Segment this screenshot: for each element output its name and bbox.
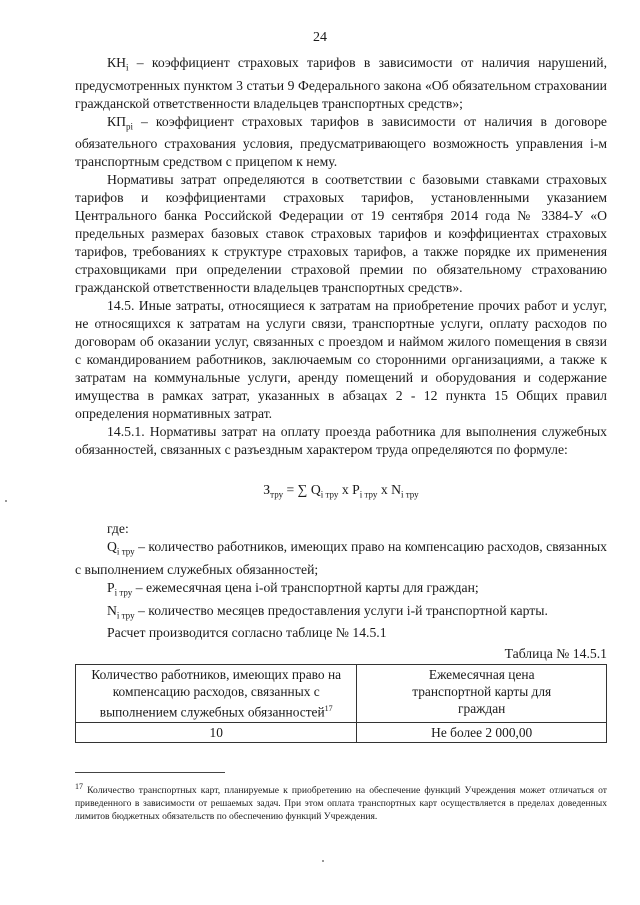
table-cell-price: Не более 2 000,00 xyxy=(357,722,607,742)
table-header-workers: Количество работников, имеющих право на компенсацию расходов, связанных с выполнением служебных обязанностей$^{17}$ xyxy=(76,665,357,722)
paragraph-section-14-5-1: 14.5.1. Нормативы затрат на оплату проезда работника для выполнения служебных обязанностей, связанных с разъездным характером труда определяются по формуле: xyxy=(75,424,607,458)
table-caption: Таблица № 14.5.1 xyxy=(504,646,607,662)
term-kp-definition: – коэффициент страховых тарифов в зависимости от наличия в договоре обязательного страхования условия, предусматривающего возможность управления i-м транспортным средством с прицепом к нему. xyxy=(75,113,607,170)
table-header-price: Ежемесячная цена транспортной карты для граждан xyxy=(357,665,607,722)
footnote-ref: 17 xyxy=(324,704,333,714)
table-header-row xyxy=(76,665,607,722)
paragraph-kn-coefficient xyxy=(75,54,607,113)
page-number: 24 xyxy=(313,30,327,45)
term-kn: КН xyxy=(107,55,127,70)
scan-speck xyxy=(322,860,324,862)
term-kp: КП xyxy=(107,113,127,129)
definition-p: $P_{i тру}$ – ежемесячная цена i-ой транспортной карты для граждан; xyxy=(107,579,479,598)
document-body xyxy=(75,54,607,743)
footnote-text: Количество транспортных карт, планируемые к приобретению на обеспечение функций Учреждения может отличаться от приведенного в зависимости от решаемых задач. При этом оплата транспортных карт осуществляется в пределах доведенных лимитов бюджетных обязательств по обеспечению функций Учреждения. xyxy=(75,785,607,823)
paragraph-section-14-5: 14.5. Иные затраты, относящиеся к затратам на приобретение прочих работ и услуг, не относящихся к затратам на услуги связи, транспортные услуги, оплату расходов по договорам об оказании услуг, связанных с проездом и наймом жилого помещения в связи с командированием работников, заключаемым со сторонними организациями, а также к затратам на коммунальные услуги, аренду помещений и оборудования и содержание имущества в рамках затрат, указанных в абзацах 2 - 12 пункта 15 Общих правил определения нормативных затрат. xyxy=(75,298,607,422)
paragraph-cost-norms: Нормативы затрат определяются в соответствии с базовыми ставками страховых тарифов и коэффициентами страховых тарифов, установленными указанием Центрального банка Российской Федерации от 19 сентября 2014 года № 3384-У «О предельных размерах базовых ставок страховых тарифов и коэффициентах страховых тарифов, требованиях к структуре страховых тарифов, а также порядке их применения страховщиками при определении страховой премии по обязательному страхованию гражданской ответственности владельцев транспортных средств». xyxy=(75,172,607,296)
term-kn-subscript: i xyxy=(126,62,129,73)
paragraph-kp-coefficient xyxy=(75,113,607,172)
definition-q: $Q_{i тру}$ – количество работников, имеющих право на компенсацию расходов, связанных с выполнением служебных обязанностей; xyxy=(75,539,607,577)
formula: $З_{тру}$ = ∑ $Q_{i тру}$ x $P_{i тру}$ x $N_{i тру}$ xyxy=(263,482,419,501)
scan-speck xyxy=(5,500,7,502)
calculation-note: Расчет производится согласно таблице № 14.5.1 xyxy=(107,625,387,641)
footnote-number: 17 xyxy=(75,782,83,791)
cost-table xyxy=(75,664,607,742)
term-kp-subscript: pi xyxy=(126,121,134,132)
where-label: где: xyxy=(107,521,129,537)
table-cell-workers: 10 xyxy=(76,722,357,742)
term-kn-definition: – коэффициент страховых тарифов в зависимости от наличия нарушений, предусмотренных пунктом 3 статьи 9 Федерального закона «Об обязательном страховании гражданской ответственности владельцев транспортных средств»; xyxy=(75,55,607,111)
footnote-divider xyxy=(75,772,225,773)
table-row xyxy=(76,722,607,742)
footnote xyxy=(75,780,607,823)
definition-n: $N_{i тру}$ – количество месяцев предоставления услуги i-й транспортной карты. xyxy=(107,602,548,621)
